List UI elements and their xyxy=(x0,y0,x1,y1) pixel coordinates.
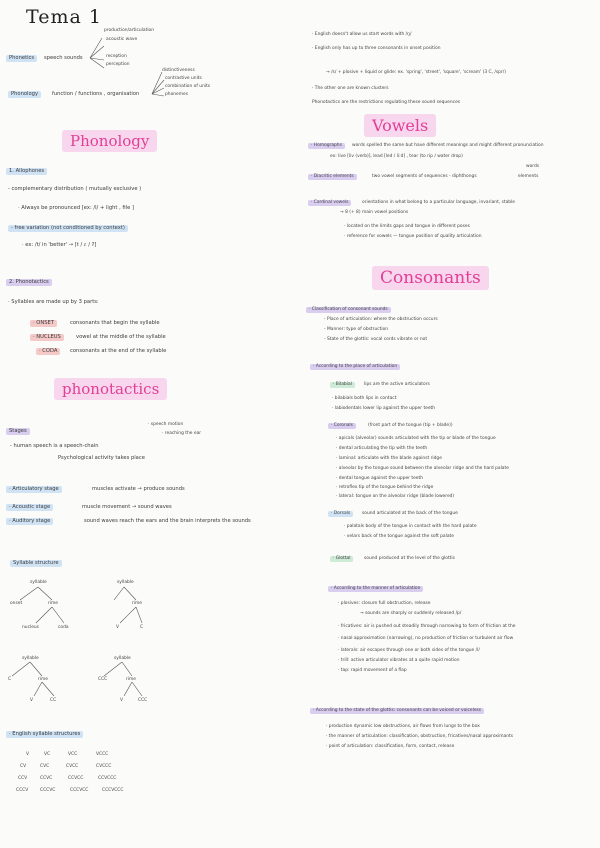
bilabial-label: · Bilabial xyxy=(330,382,355,388)
diacritic-label: · Diacritic elements xyxy=(308,174,357,180)
coronal-7: · lateral: tongue on the alveolar ridge (blade lowered) xyxy=(336,494,455,499)
coda-label: · CODA xyxy=(36,348,60,355)
tree4-ccc: CCC xyxy=(98,677,108,682)
top-line-1: · English doesn't allow us start words with /ŋ/ xyxy=(312,32,412,37)
tree2-syllable: syllable xyxy=(117,580,134,585)
eng-r0-c3: VCCC xyxy=(96,752,109,757)
tree3-rime: rime xyxy=(38,677,49,682)
phonotactics-line-1: · Syllables are made up by 3 parts: xyxy=(8,299,99,305)
eng-r2-c3: CCVCCC xyxy=(98,776,117,781)
page-title: Tema 1 xyxy=(26,6,102,28)
tree1-onset: onset xyxy=(10,601,23,606)
tree3-syllable: syllable xyxy=(22,656,39,661)
acoustic-stage-desc: muscle movement → sound waves xyxy=(82,504,172,510)
bilabial-1: · bilabials both lips in contact xyxy=(332,396,397,401)
nucleus-desc: vowel at the middle of the syllable xyxy=(76,334,166,340)
glottal-desc: sound produced at the level of the glottis xyxy=(364,556,455,561)
homographs-desc: words spelled the same but have different meanings and might different pronunciation xyxy=(352,143,544,148)
tree3-v: V xyxy=(30,698,34,703)
classification-label: · Classification of consonant sounds xyxy=(306,307,391,313)
tree4-ccc-2: CCC xyxy=(138,698,148,703)
coronal-label: · Coronals xyxy=(328,423,356,429)
diacritic-desc: two vowel segments of sequences - diphthongs xyxy=(372,174,477,179)
eng-r3-c0: CCCV xyxy=(16,788,29,793)
state-2: · the manner of articulation: classification, obstruction, fricatives/nasal approximants xyxy=(326,734,514,739)
heading-vowels: Vowels xyxy=(364,114,436,137)
phonology-branch-3: combination of units xyxy=(165,84,211,89)
eng-r1-c2: CVCC xyxy=(66,764,79,769)
eng-r1-c1: CVC xyxy=(40,764,50,769)
place-label: · According to the place of articulation xyxy=(310,364,400,370)
auditory-stage-desc: sound waves reach the ears and the brain interprets the sounds xyxy=(84,518,251,524)
eng-r3-c2: CCCVCC xyxy=(70,788,89,793)
state-3: · point of articulation: classification, form, contact, release xyxy=(326,744,455,749)
heading-phonotactics: phonotactics xyxy=(54,378,167,400)
auditory-stage-label: · Auditory stage xyxy=(6,518,53,525)
allophones-label: 1. Allophones xyxy=(6,168,47,175)
phonology-label: Phonology xyxy=(8,91,41,98)
tree4-rime: rime xyxy=(126,677,137,682)
manner-1b: → sounds are sharply or suddenly released /p/ xyxy=(360,611,462,616)
eng-r2-c1: CCVC xyxy=(40,776,53,781)
state-label: · According to the state of the glottis: consonants can be voiced or voiceless xyxy=(310,708,484,714)
manner-label: · According to the manner of articulation xyxy=(328,586,423,592)
syllable-structure-label: Syllable structure xyxy=(10,560,62,567)
bilabial-desc: lips are the active articulators xyxy=(364,382,430,387)
articulatory-stage-label: · Articulatory stage xyxy=(6,486,62,493)
manner-6: · tap: rapid movement of a flap xyxy=(338,668,407,673)
tree1-rime: rime xyxy=(48,601,59,606)
labiodental-1: · labiodentals lower lip against the upper teeth xyxy=(332,406,436,411)
classification-3: - State of the glottis: vocal cords vibrate or not xyxy=(324,337,428,342)
phonology-desc: function / functions , organisation xyxy=(52,91,140,97)
allophones-line-4: · ex: /t/ in 'better' → [t / ɾ / ʔ] xyxy=(22,242,97,248)
stages-line-1: - human speech is a speech-chain xyxy=(10,443,99,449)
eng-r1-c3: CVCCC xyxy=(96,764,112,769)
allophones-line-1: - complementary distribution ( mutually exclusive ) xyxy=(8,186,142,192)
allophones-line-3: - free variation (not conditioned by context) xyxy=(8,225,128,232)
cardinal-desc: orientations in what belong to a particular language, invariant, stable xyxy=(362,200,516,205)
onset-label: · ONSET xyxy=(30,320,57,327)
manner-4: · laterals: air escapes through one or both sides of the tongue /l/ xyxy=(338,648,480,653)
coda-desc: consonants at the end of the syllable xyxy=(70,348,167,354)
classification-2: - Manner: type of obstruction xyxy=(324,327,389,332)
phonotactics-label: 2. Phonotactics xyxy=(6,279,52,286)
cardinal-label: · Cardinal vowels xyxy=(308,200,351,206)
manner-1: · plosives: closure full obstruction, release xyxy=(338,601,431,606)
phonology-branch-2: contrastive units xyxy=(165,76,202,81)
coronal-6: · retroflex tip of the tongue behind the ridge xyxy=(336,485,434,490)
allophones-line-2: · Always be pronounced [ex: /l/ + light , file ] xyxy=(18,205,134,211)
tree4-syllable: syllable xyxy=(114,656,131,661)
homographs-example: ex: live [liv (verb)], lead [led / li:d] , tear (to rip / water drop) xyxy=(330,154,463,159)
glottal-label: · Glottal xyxy=(330,556,353,562)
stages-note-2: · reaching the ear xyxy=(162,431,202,436)
cardinal-note-2: · reference for vowels — tongue position of quality articulation xyxy=(344,234,482,239)
tree3-cc: CC xyxy=(50,698,57,703)
tree1-coda: coda xyxy=(58,625,69,630)
eng-r3-c3: CCCVCCC xyxy=(102,788,124,793)
diphthong-note-2: elements xyxy=(518,174,539,179)
cardinal-note-1: · located on the limits gaps and tongue in different poses xyxy=(344,224,470,229)
tree1-nucleus: nucleus xyxy=(22,625,39,630)
tree4-lines xyxy=(90,660,160,700)
coronal-3: · laminal: articulate with the blade against ridge xyxy=(336,456,442,461)
top-line-3: → /s/ + plosive + liquid or glide: ex. 'spring', 'street', 'square', 'scream' (3 C, /spr/) xyxy=(326,70,506,75)
eng-r0-c1: VC xyxy=(44,752,51,757)
classification-1: - Place of articulation: where the obstruction occurs xyxy=(324,317,438,322)
top-line-2: · English only has up to three consonants in onset position xyxy=(312,46,441,51)
acoustic-stage-label: · Acoustic stage xyxy=(6,504,53,511)
tree3-lines xyxy=(0,660,80,700)
nucleus-label: · NUCLEUS xyxy=(30,334,64,341)
dorsal-desc: sound articulated at the back of the tongue xyxy=(362,511,458,516)
phonetics-branch-4: perception xyxy=(106,62,130,67)
coronal-4: · alveolar by the tongue sound between the alveolar ridge and the hard palate xyxy=(336,466,509,471)
tree1-lines xyxy=(0,585,100,629)
tree2-lines xyxy=(100,585,160,629)
phonology-branch-4: phonemes xyxy=(165,92,189,97)
heading-consonants: Consonants xyxy=(372,266,489,290)
coronal-2: · dental articulating the tip with the teeth xyxy=(336,446,428,451)
homographs-label: · Homographs xyxy=(308,143,345,149)
tree1-syllable: syllable xyxy=(30,580,47,585)
tree2-c: C xyxy=(140,625,144,630)
phonetics-branch-2: acoustic wave xyxy=(106,37,138,42)
tree2-v: V xyxy=(116,625,120,630)
eng-r2-c0: CCV xyxy=(18,776,28,781)
eng-r3-c1: CCCVC xyxy=(40,788,56,793)
manner-5: · trill: active articulator vibrates at a quite rapid motion xyxy=(338,658,460,663)
stages-note-1: · speech motion xyxy=(148,422,184,427)
eng-r1-c0: CV xyxy=(20,764,27,769)
eng-r2-c2: CCVCC xyxy=(68,776,84,781)
stages-label: Stages xyxy=(6,428,30,435)
phonetics-branch-1: production/articulation xyxy=(104,28,155,33)
tree2-rime: rime xyxy=(132,601,143,606)
tree3-c: C xyxy=(8,677,12,682)
dorsal-1: · palatals body of the tongue in contact with the hard palate xyxy=(344,524,477,529)
onset-desc: consonants that begin the syllable xyxy=(70,320,160,326)
phonetics-label: Phonetics xyxy=(6,55,37,62)
coronal-desc: (front part of the tongue (tip + blade)) xyxy=(368,423,453,428)
eng-r0-c2: VCC xyxy=(68,752,78,757)
phonology-branch-1: distinctiveness xyxy=(162,68,195,73)
heading-phonology: Phonology xyxy=(62,130,157,152)
diphthong-note-1: words xyxy=(526,164,540,169)
coronal-5: · dental tongue against the upper teeth xyxy=(336,476,424,481)
dorsal-label: · Dorsals xyxy=(328,511,353,517)
dorsal-2: · velars back of the tongue against the soft palate xyxy=(344,534,454,539)
cardinal-sub: → 8 (+ 8) main vowel positions xyxy=(340,210,409,215)
eng-r0-c0: V xyxy=(26,752,30,757)
tree4-v: V xyxy=(120,698,124,703)
state-1: · production dynamic low obstructions, air flows from lungs to the box xyxy=(326,724,480,729)
english-syllable-label: · English syllable structures xyxy=(6,731,83,738)
manner-2: · fricatives: air is pushed out steadily through narrowing to form of friction at the xyxy=(338,624,516,629)
coronal-1: · apicals (alveolar) sounds articulated with the tip or blade of the tongue xyxy=(336,436,496,441)
phonetics-desc: speech sounds xyxy=(44,55,83,61)
manner-3: · nasal approximation (narrowing), no production of friction or turbulent air flow xyxy=(338,636,514,641)
top-line-4: · The other one are known clusters xyxy=(312,86,389,91)
articulatory-stage-desc: muscles activate → produce sounds xyxy=(92,486,185,492)
top-line-5: Phonotactics are the restrictions regulating these sound sequences xyxy=(312,100,461,105)
phonetics-branch-3: reception xyxy=(106,54,127,59)
stages-line-2: Psychological activity takes place xyxy=(58,455,145,461)
